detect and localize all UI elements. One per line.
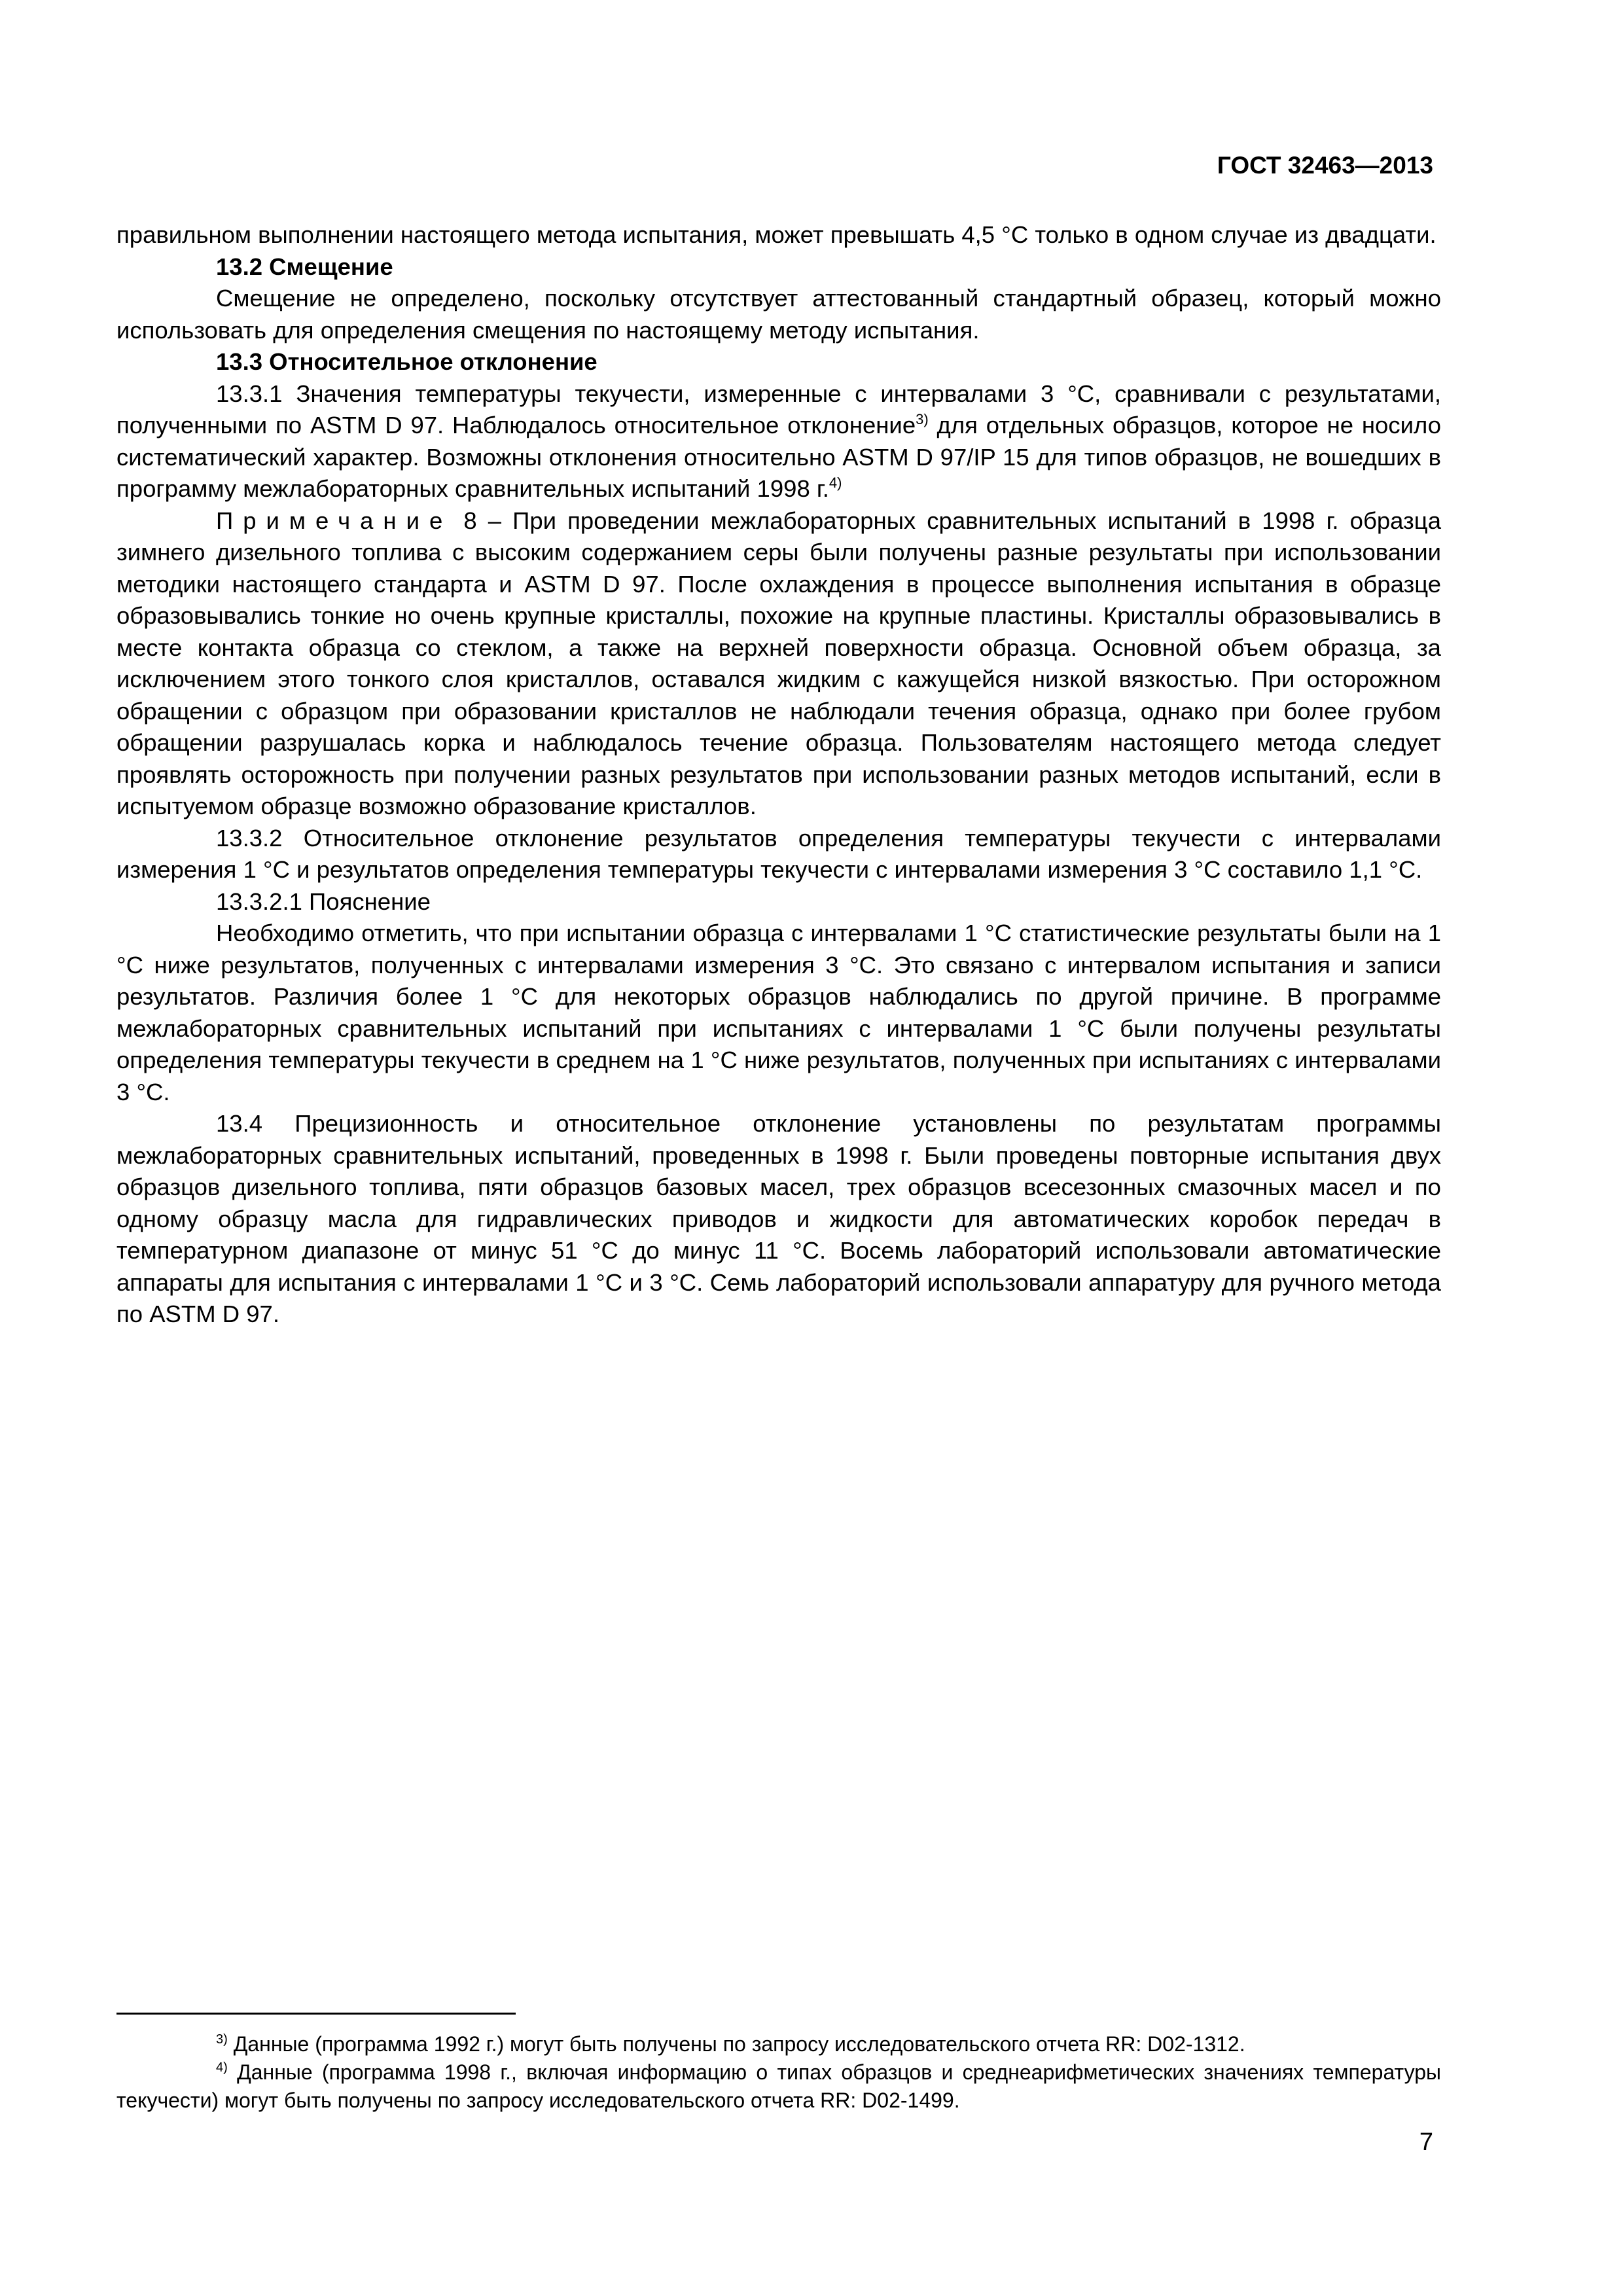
- note-text: 8 – При проведении межлабораторных сравнительных испытаний в 1998 г. образца зимнего дизельного топлива с высоким содержанием серы были получены разные результаты при использовании методики настоящего стандарта и ASTM D 97. После охлаждения в процессе выполнения испытания в образце образовывались тонкие но очень крупные кристаллы, похожие на крупные пластины. Кристаллы образовывались в месте контакта образца со стеклом, а также на верхней поверхности образца. Основной объем образца, за исключением этого тонкого слоя кристаллов, оставался жидким с кажущейся низкой вязкостью. При осторожном обращении с образцом при образовании кристаллов не наблюдали течения образца, однако при более грубом обращении разрушалась корка и наблюдалось течение образца. Пользователям настоящего метода следует проявлять осторожность при получении разных результатов при использовании разных методов испытаний, если в испытуемом образце возможно образование кристаллов.: [116, 507, 1441, 819]
- paragraph-13-4: 13.4 Прецизионность и относительное отклонение установлены по результатам программы межлабораторных сравнительных испытаний, проведенных в 1998 г. Были проведены повторные испытания двух образцов дизельного топлива, пяти образцов базовых масел, трех образцов всесезонных смазочных масел и по одному образцу масла для гидравлических приводов и жидкости для автоматических коробок передач в температурном диапазоне от минус 51 °С до минус 11 °С. Восемь лабораторий использовали автоматические аппараты для испытания с интервалами 1 °С и 3 °С. Семь лабораторий использовали аппаратуру для ручного метода по ASTM D 97.: [116, 1110, 1441, 1327]
- page-number: 7: [1419, 2128, 1433, 2156]
- footnote-3: [116, 2030, 1441, 2058]
- footnote-4: [116, 2058, 1441, 2115]
- paragraph-13-3-1-part-b: для отдельных образцов, которое не носило систематический характер. Возможны отклонения относительно ASTM D 97/IP 15 для типов образцов, не вошедших в программу межлабораторных сравнительных испытаний 1998 г.: [116, 412, 1441, 502]
- paragraph-13-3-2-1: Необходимо отметить, что при испытании образца с интервалами 1 °С статистические результаты были на 1 °С ниже результатов, полученных с интервалами измерения 3 °С. Это связано с интервалом испытания и записи результатов. Различия более 1 °С для некоторых образцов наблюдались по другой причине. В программе межлабораторных сравнительных испытаний при испытаниях с интервалами 1 °С были получены результаты определения температуры текучести в среднем на 1 °С ниже результатов, полученных при испытаниях с интервалами 3 °С.: [116, 920, 1441, 1105]
- footnotes: [116, 2030, 1441, 2115]
- heading-13-3-2-1: 13.3.2.1 Пояснение: [216, 888, 431, 915]
- heading-13-3: 13.3 Относительное отклонение: [216, 348, 597, 375]
- footnote-divider: [116, 2013, 516, 2015]
- paragraph-13-2: Смещение не определено, поскольку отсутствует аттестованный стандартный образец, который можно использовать для определения смещения по настоящему методу испытания.: [116, 285, 1441, 344]
- footnote-mark-4: 4): [216, 2060, 228, 2075]
- paragraph-13-3-2: 13.3.2 Относительное отклонение результатов определения температуры текучести с интервалами измерения 1 °С и результатов определения температуры текучести с интервалами измерения 3 °С составило 1,1 °С.: [116, 824, 1441, 883]
- note-label: Примечание: [216, 507, 453, 534]
- paragraph-continuation: правильном выполнении настоящего метода испытания, может превышать 4,5 °С только в одном случае из двадцати.: [116, 221, 1436, 248]
- paragraph-13-3-1-part-a: 13.3.1 Значения температуры текучести, измеренные с интервалами 3 °С, сравнивали с результатами, полученными по ASTM D 97. Наблюдалось относительное отклонение: [116, 380, 1441, 439]
- footnote-3-text: Данные (программа 1992 г.) могут быть получены по запросу исследовательского отчета RR: D02-1312.: [227, 2032, 1245, 2056]
- footnote-mark-3: 3): [216, 2032, 228, 2047]
- footnote-4-text: Данные (программа 1998 г., включая информацию о типах образцов и среднеарифметических значениях температуры текучести) могут быть получены по запросу исследовательского отчета RR: D02-1499.: [116, 2060, 1441, 2112]
- standard-header: ГОСТ 32463—2013: [1217, 152, 1433, 179]
- paragraph-13-3-1: [116, 378, 1441, 505]
- footnote-ref-3: 3): [916, 411, 929, 427]
- footnote-ref-4: 4): [829, 475, 842, 491]
- note-8: [116, 505, 1441, 823]
- main-text: [116, 219, 1441, 1331]
- heading-13-2: 13.2 Смещение: [216, 253, 393, 280]
